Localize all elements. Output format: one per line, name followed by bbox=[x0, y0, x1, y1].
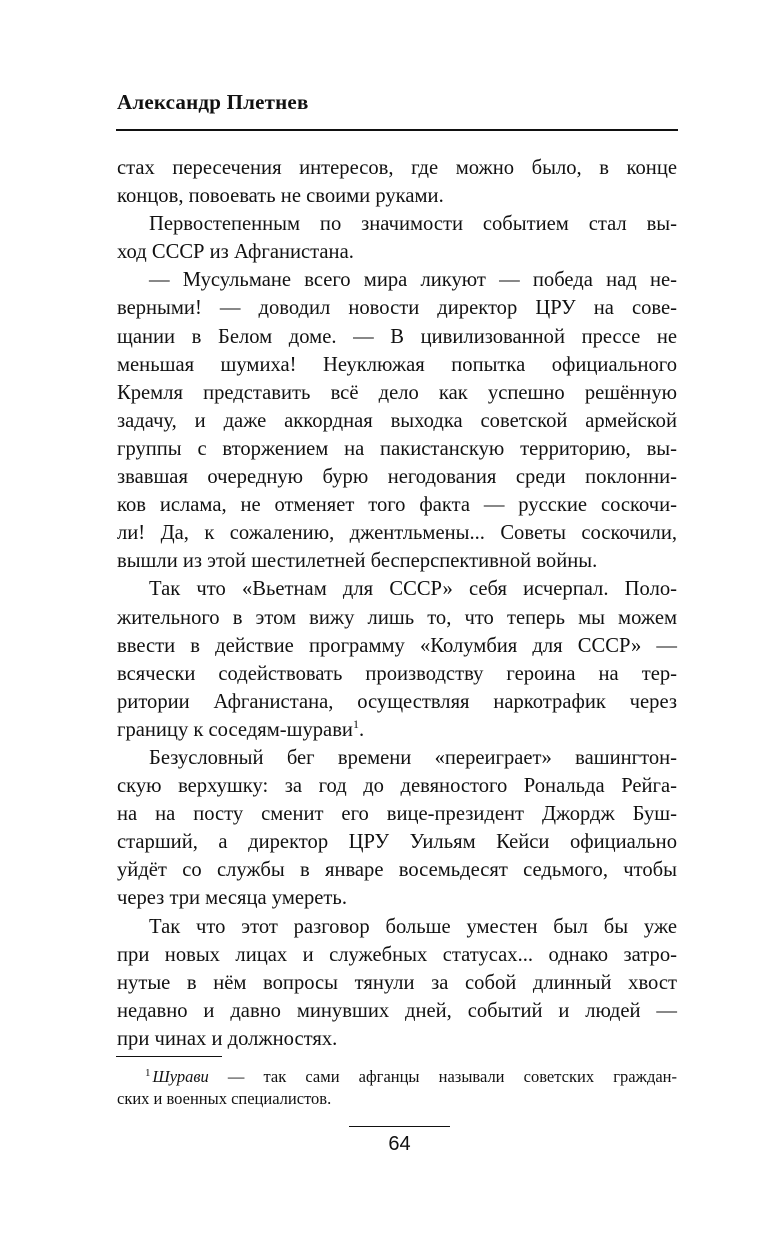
text-line: уйдёт со службы в январе восемьдесят седьмого, чтобы bbox=[117, 859, 677, 882]
text-line: задачу, и даже аккордная выходка советской армейской bbox=[117, 409, 677, 432]
text-line: верными! — доводил новости директор ЦРУ на сове- bbox=[117, 297, 677, 320]
text-line: старший, а директор ЦРУ Уильям Кейси официально bbox=[117, 831, 677, 854]
footnote-line bbox=[117, 1066, 677, 1088]
text-line: скую верхушку: за год до девяностого Рональда Рейга- bbox=[117, 775, 677, 798]
header-rule bbox=[116, 129, 678, 131]
text-line-tail: . bbox=[358, 718, 365, 741]
text-line: жительного в этом вижу лишь то, что теперь мы можем bbox=[117, 606, 677, 629]
folio-rule bbox=[349, 1126, 450, 1127]
running-head: Александр Плетнев bbox=[117, 90, 309, 114]
text-line: Кремля представить всё дело как успешно решённую bbox=[117, 381, 677, 404]
text-line: группы с вторжением на пакистанскую территорию, вы- bbox=[117, 437, 677, 460]
text-line: меньшая шумиха! Неуклюжая попытка официального bbox=[117, 353, 677, 376]
text-line: звавшая очередную бурю негодования среди поклонни- bbox=[117, 466, 677, 489]
text-line-text: границу к соседям-шурави bbox=[117, 718, 353, 741]
text-line-with-footnote bbox=[117, 716, 677, 744]
page-number: 64 bbox=[388, 1133, 411, 1155]
text-line: на на посту сменит его вице-президент Джордж Буш- bbox=[117, 803, 677, 826]
text-line: стах пересечения интересов, где можно было, в конце bbox=[117, 157, 677, 179]
text-line: Так что этот разговор больше уместен был бы уже bbox=[149, 915, 677, 938]
footnote-marker: 1 bbox=[145, 1067, 151, 1079]
text-line: щании в Белом доме. — В цивилизованной прессе не bbox=[117, 325, 677, 348]
text-line: Первостепенным по значимости событием стал вы- bbox=[149, 213, 677, 236]
footnote-rule bbox=[116, 1056, 222, 1057]
footnote-reference[interactable]: 1 bbox=[352, 716, 359, 731]
text-line: недавно и давно минувших дней, событий и людей — bbox=[117, 999, 677, 1022]
footnote bbox=[117, 1066, 677, 1110]
footnote-line: ских и военных специалистов. bbox=[117, 1089, 332, 1108]
text-line: концов, повоевать не своими руками. bbox=[117, 185, 444, 208]
text-line: через три месяца умереть. bbox=[117, 887, 347, 910]
text-line: при чинах и должностях. bbox=[117, 1027, 338, 1050]
text-line: Безусловный бег времени «переиграет» вашингтон- bbox=[149, 746, 677, 769]
text-line: ли! Да, к сожалению, джентльмены... Советы соскочили, bbox=[117, 522, 677, 545]
text-line: нутые в нём вопросы тянули за собой длинный хвост bbox=[117, 971, 677, 994]
text-line: при новых лицах и служебных статусах... однако затро- bbox=[117, 943, 677, 966]
text-line: Так что «Вьетнам для СССР» себя исчерпал. Поло- bbox=[149, 578, 677, 601]
text-line: ков ислама, не отменяет того факта — русские соскочи- bbox=[117, 494, 677, 517]
text-line: вышли из этой шестилетней бесперспективной войны. bbox=[117, 550, 598, 573]
text-line: всячески содействовать производству героина на тер- bbox=[117, 662, 677, 685]
text-line: ход СССР из Афганистана. bbox=[117, 241, 354, 264]
text-line: ввести в действие программу «Колумбия для СССР» — bbox=[117, 634, 677, 657]
text-line: — Мусульмане всего мира ликуют — победа над не- bbox=[149, 269, 677, 292]
footnote-term: Шурави bbox=[152, 1067, 209, 1086]
body-text bbox=[117, 154, 677, 1053]
text-line: ритории Афганистана, осуществляя наркотрафик через bbox=[117, 690, 677, 713]
footnote-text: — так сами афганцы называли советских граждан- bbox=[208, 1067, 677, 1086]
